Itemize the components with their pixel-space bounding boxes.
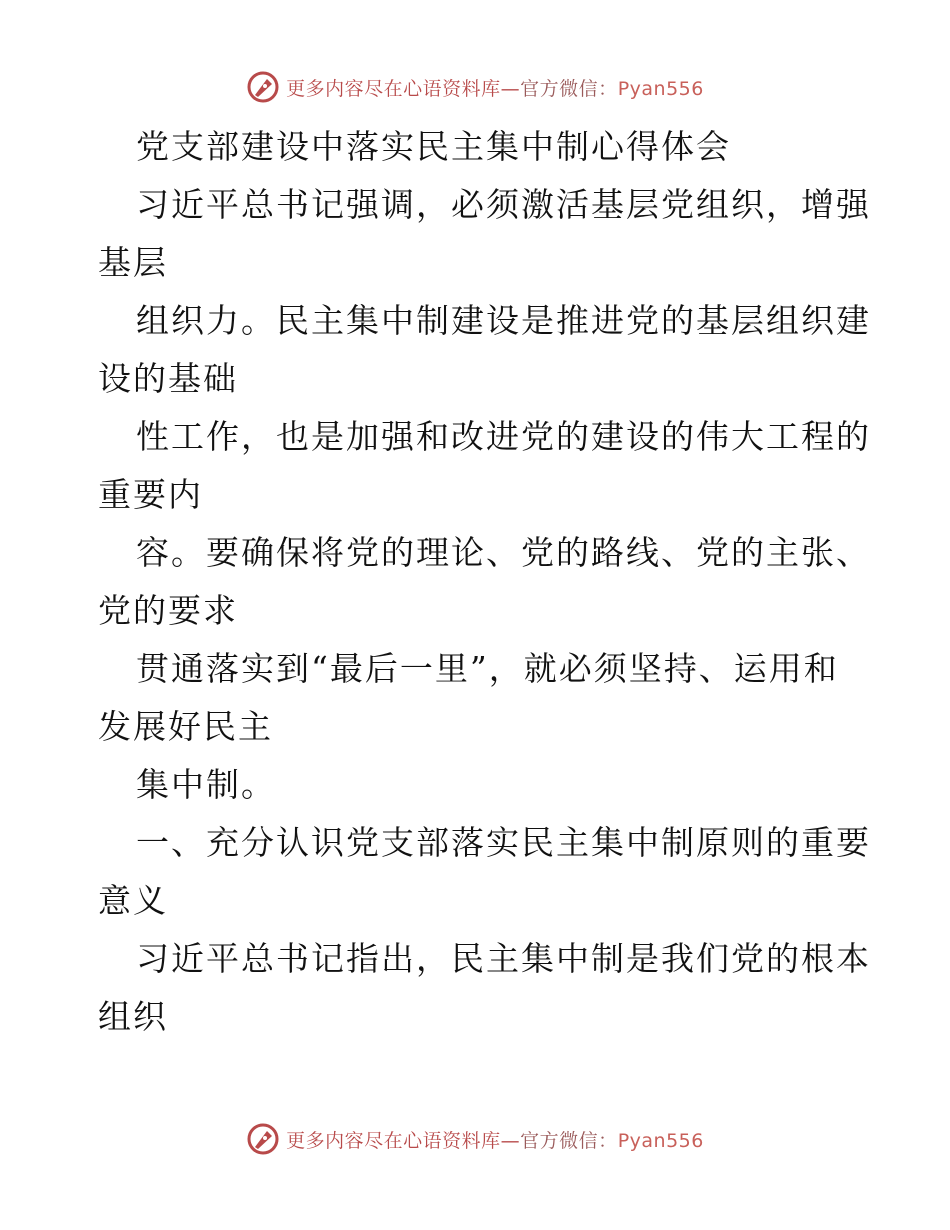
text-line: 习近平总书记强调，必须激活基层党组织，增强	[136, 185, 871, 224]
header-banner	[0, 70, 950, 104]
footer-wechat-id: Pyan556	[617, 1129, 704, 1152]
header-site-text: 更多内容尽在心语资料库	[286, 77, 501, 100]
pen-nib-icon	[246, 1122, 280, 1156]
text-line: 设的基础	[98, 359, 238, 398]
section-heading-continued: 意义	[98, 881, 168, 920]
text-line: 党的要求	[98, 591, 238, 630]
document-title: 党支部建设中落实民主集中制心得体会	[136, 127, 731, 166]
section-heading: 一、充分认识党支部落实民主集中制原则的重要	[136, 823, 871, 862]
text-line: 性工作，也是加强和改进党的建设的伟大工程的	[136, 417, 871, 456]
text-line: 发展好民主	[98, 707, 273, 746]
text-line: 容。要确保将党的理论、党的路线、党的主张、	[136, 533, 871, 572]
footer-separator: —	[500, 1129, 521, 1152]
text-line: 组织	[98, 997, 168, 1036]
text-line: 基层	[98, 243, 168, 282]
text-line: 集中制。	[136, 765, 276, 804]
text-line: 习近平总书记指出，民主集中制是我们党的根本	[136, 939, 871, 978]
header-wechat-id: Pyan556	[617, 77, 704, 100]
header-wechat-label: 官方微信：	[520, 77, 618, 100]
footer-wechat-label: 官方微信：	[520, 1129, 618, 1152]
pen-nib-icon	[246, 70, 280, 104]
footer-banner-text	[286, 1126, 704, 1153]
header-banner-text	[286, 74, 704, 101]
header-separator: —	[500, 77, 521, 100]
footer-site-text: 更多内容尽在心语资料库	[286, 1129, 501, 1152]
text-line: 组织力。民主集中制建设是推进党的基层组织建	[136, 301, 871, 340]
document-body	[98, 118, 871, 1046]
text-line: 重要内	[98, 475, 203, 514]
footer-banner	[0, 1122, 950, 1156]
text-line: 贯通落实到“最后一里”，就必须坚持、运用和	[136, 649, 839, 688]
